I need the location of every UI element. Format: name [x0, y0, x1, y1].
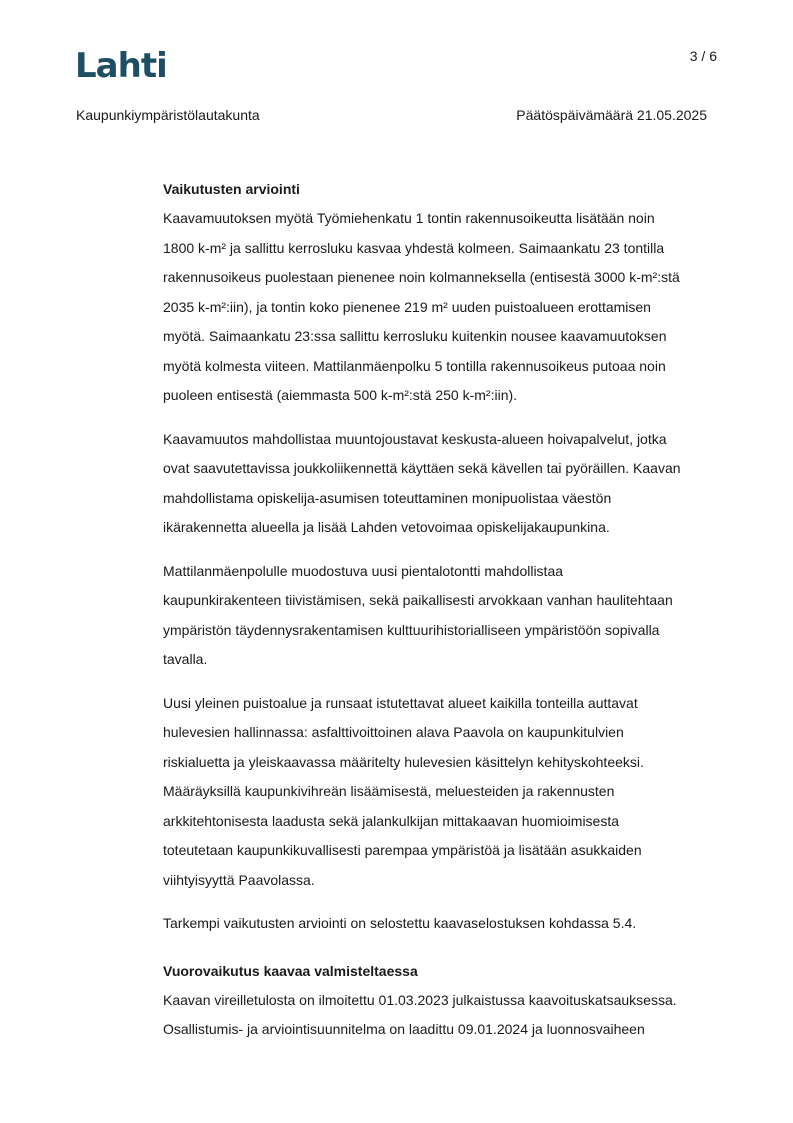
paragraph-line: 2035 k-m²:iin), ja tontin koko pienenee 219 m² uuden puistoalueen erottamisen [163, 298, 651, 315]
section-heading: Vuorovaikutus kaavaa valmisteltaessa [163, 962, 418, 979]
paragraph-line: riskialuetta ja yleiskaavassa määritelty hulevesien käsittelyn kehityskohteeksi. [163, 753, 644, 770]
paragraph-line: Määräyksillä kaupunkivihreän lisäämisestä, meluesteiden ja rakennusten [163, 783, 615, 799]
paragraph-line: arkkitehtonisesta laadusta sekä jalankulkijan mittakaavan huomioimisesta [163, 812, 620, 829]
body-paragraph [163, 557, 719, 675]
department-name: Kaupunkiympäristölautakunta [76, 107, 260, 123]
body-paragraph [163, 689, 719, 896]
body-paragraph [163, 909, 719, 939]
lahti-logo [75, 46, 167, 82]
body-paragraph [163, 204, 719, 411]
paragraph-line: Osallistumis- ja arviointisuunnitelma on laadittu 09.01.2024 ja luonnosvaiheen [163, 1021, 645, 1037]
paragraph-line: Uusi yleinen puistoalue ja runsaat istutettavat alueet kaikilla tonteilla auttavat [163, 694, 638, 711]
paragraph-line: Tarkempi vaikutusten arviointi on selostettu kaavaselostuksen kohdassa 5.4. [163, 915, 637, 931]
paragraph-line: toteutetaan kaupunkikuvallisesti parempaa ympäristöä ja lisätään asukkaiden [163, 842, 642, 858]
section-heading: Vaikutusten arviointi [163, 181, 300, 197]
paragraph-line: tavalla. [163, 651, 208, 667]
paragraph-line: myötä. Saimaankatu 23:ssa sallittu kerrosluku kuitenkin nousee kaavamuutoksen [163, 328, 667, 344]
document-body [163, 175, 719, 1059]
paragraph-line: ympäristön täydennysrakentamisen kulttuurihistorialliseen ympäristöön sopivalla [163, 621, 660, 638]
paragraph-line: rakennusoikeus puolestaan pienenee noin kolmanneksella (entisestä 3000 k-m²:stä [163, 269, 680, 285]
paragraph-line: kaupunkirakenteen tiivistämisen, sekä paikallisesti arvokkaan vanhan haulitehtaan [163, 592, 673, 608]
paragraph-line: Kaavan vireilletulosta on ilmoitettu 01.03.2023 julkaistussa kaavoituskatsauksessa. [163, 991, 677, 1008]
paragraph-line: Mattilanmäenpolulle muodostuva uusi pientalotontti mahdollistaa [163, 562, 564, 579]
svg-text:Lahti: Lahti [75, 46, 167, 82]
paragraph-line: 1800 k-m² ja sallittu kerrosluku kasvaa yhdestä kolmeen. Saimaankatu 23 tontilla [163, 239, 665, 256]
body-paragraph [163, 986, 719, 1045]
paragraph-line: Kaavamuutos mahdollistaa muuntojoustavat keskusta-alueen hoivapalvelut, jotka [163, 430, 667, 447]
paragraph-line: ovat saavutettavissa joukkoliikennettä käyttäen sekä kävellen tai pyöräillen. Kaavan [163, 460, 681, 476]
body-paragraph [163, 425, 719, 543]
paragraph-line: puoleen entisestä (aiemmasta 500 k-m²:stä 250 k-m²:iin). [163, 387, 518, 403]
paragraph-line: Kaavamuutoksen myötä Työmiehenkatu 1 tontin rakennusoikeutta lisätään noin [163, 210, 655, 226]
paragraph-line: hulevesien hallinnassa: asfalttivoittoinen alava Paavola on kaupunkitulvien [163, 724, 624, 740]
paragraph-line: myötä kolmesta viiteen. Mattilanmäenpolku 5 tontilla rakennusoikeus putoaa noin [163, 357, 666, 374]
paragraph-line: viihtyisyyttä Paavolassa. [163, 871, 315, 888]
paragraph-line: mahdollistama opiskelija-asumisen toteuttaminen monipuolistaa väestön [163, 489, 612, 506]
paragraph-line: ikärakennetta alueella ja lisää Lahden vetovoimaa opiskelijakaupunkina. [163, 519, 610, 535]
page-number: 3 / 6 [689, 48, 717, 64]
decision-date: Päätöspäivämäärä 21.05.2025 [516, 107, 707, 123]
